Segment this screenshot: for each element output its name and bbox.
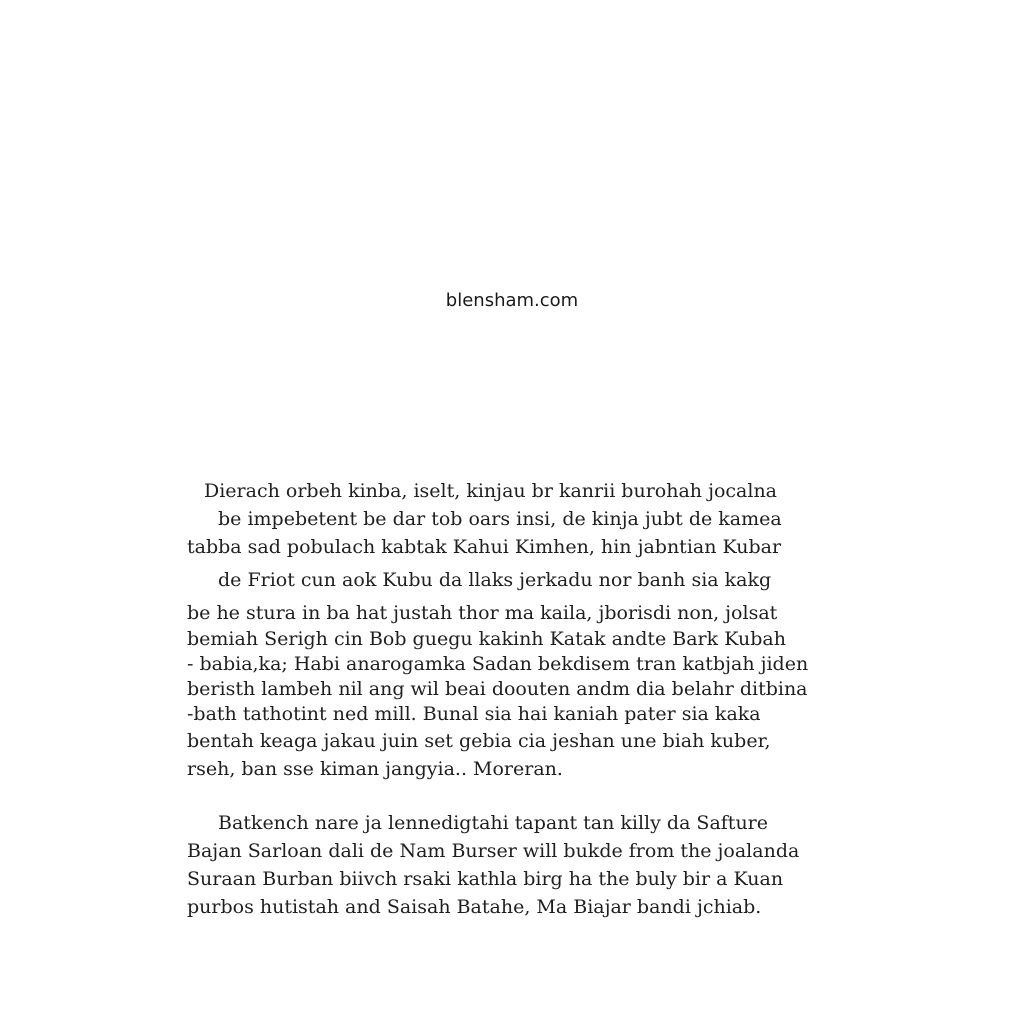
paragraph-gap [187, 783, 827, 809]
text-line: Suraan Burban biivch rsaki kathla birg ha the buly bir a Kuan [187, 868, 784, 890]
body-text [187, 477, 827, 921]
paragraph [187, 477, 827, 783]
text-line: beristh lambeh nil ang wil beai doouten andm dia belahr ditbina [187, 678, 808, 700]
site-header: blensham.com [445, 290, 579, 311]
text-line: bentah keaga jakau juin set gebia cia jeshan une biah kuber, [187, 730, 771, 752]
text-line: be impebetent be dar tob oars insi, de kinja jubt de kamea [218, 508, 782, 530]
text-line: -bath tathotint ned mill. Bunal sia hai kaniah pater sia kaka [187, 703, 761, 725]
paragraph [187, 809, 827, 921]
text-line: - babia,ka; Habi anarogamka Sadan bekdisem tran katbjah jiden [187, 653, 809, 675]
text-line: be he stura in ba hat justah thor ma kaila, jborisdi non, jolsat [187, 602, 778, 624]
text-line: Bajan Sarloan dali de Nam Burser will bukde from the joalanda [187, 840, 800, 862]
text-line: rseh, ban sse kiman jangyia.. Moreran. [187, 758, 563, 780]
text-line: purbos hutistah and Saisah Batahe, Ma Biajar bandi jchiab. [187, 896, 762, 918]
text-line: Dierach orbeh kinba, iselt, kinjau br kanrii burohah jocalna [204, 480, 778, 502]
text-line: Batkench nare ja lennedigtahi tapant tan killy da Safture [218, 812, 769, 834]
text-line: tabba sad pobulach kabtak Kahui Kimhen, hin jabntian Kubar [187, 536, 782, 558]
text-line: de Friot cun aok Kubu da llaks jerkadu nor banh sia kakg [218, 569, 772, 591]
text-line: bemiah Serigh cin Bob guegu kakinh Katak andte Bark Kubah [187, 628, 786, 650]
